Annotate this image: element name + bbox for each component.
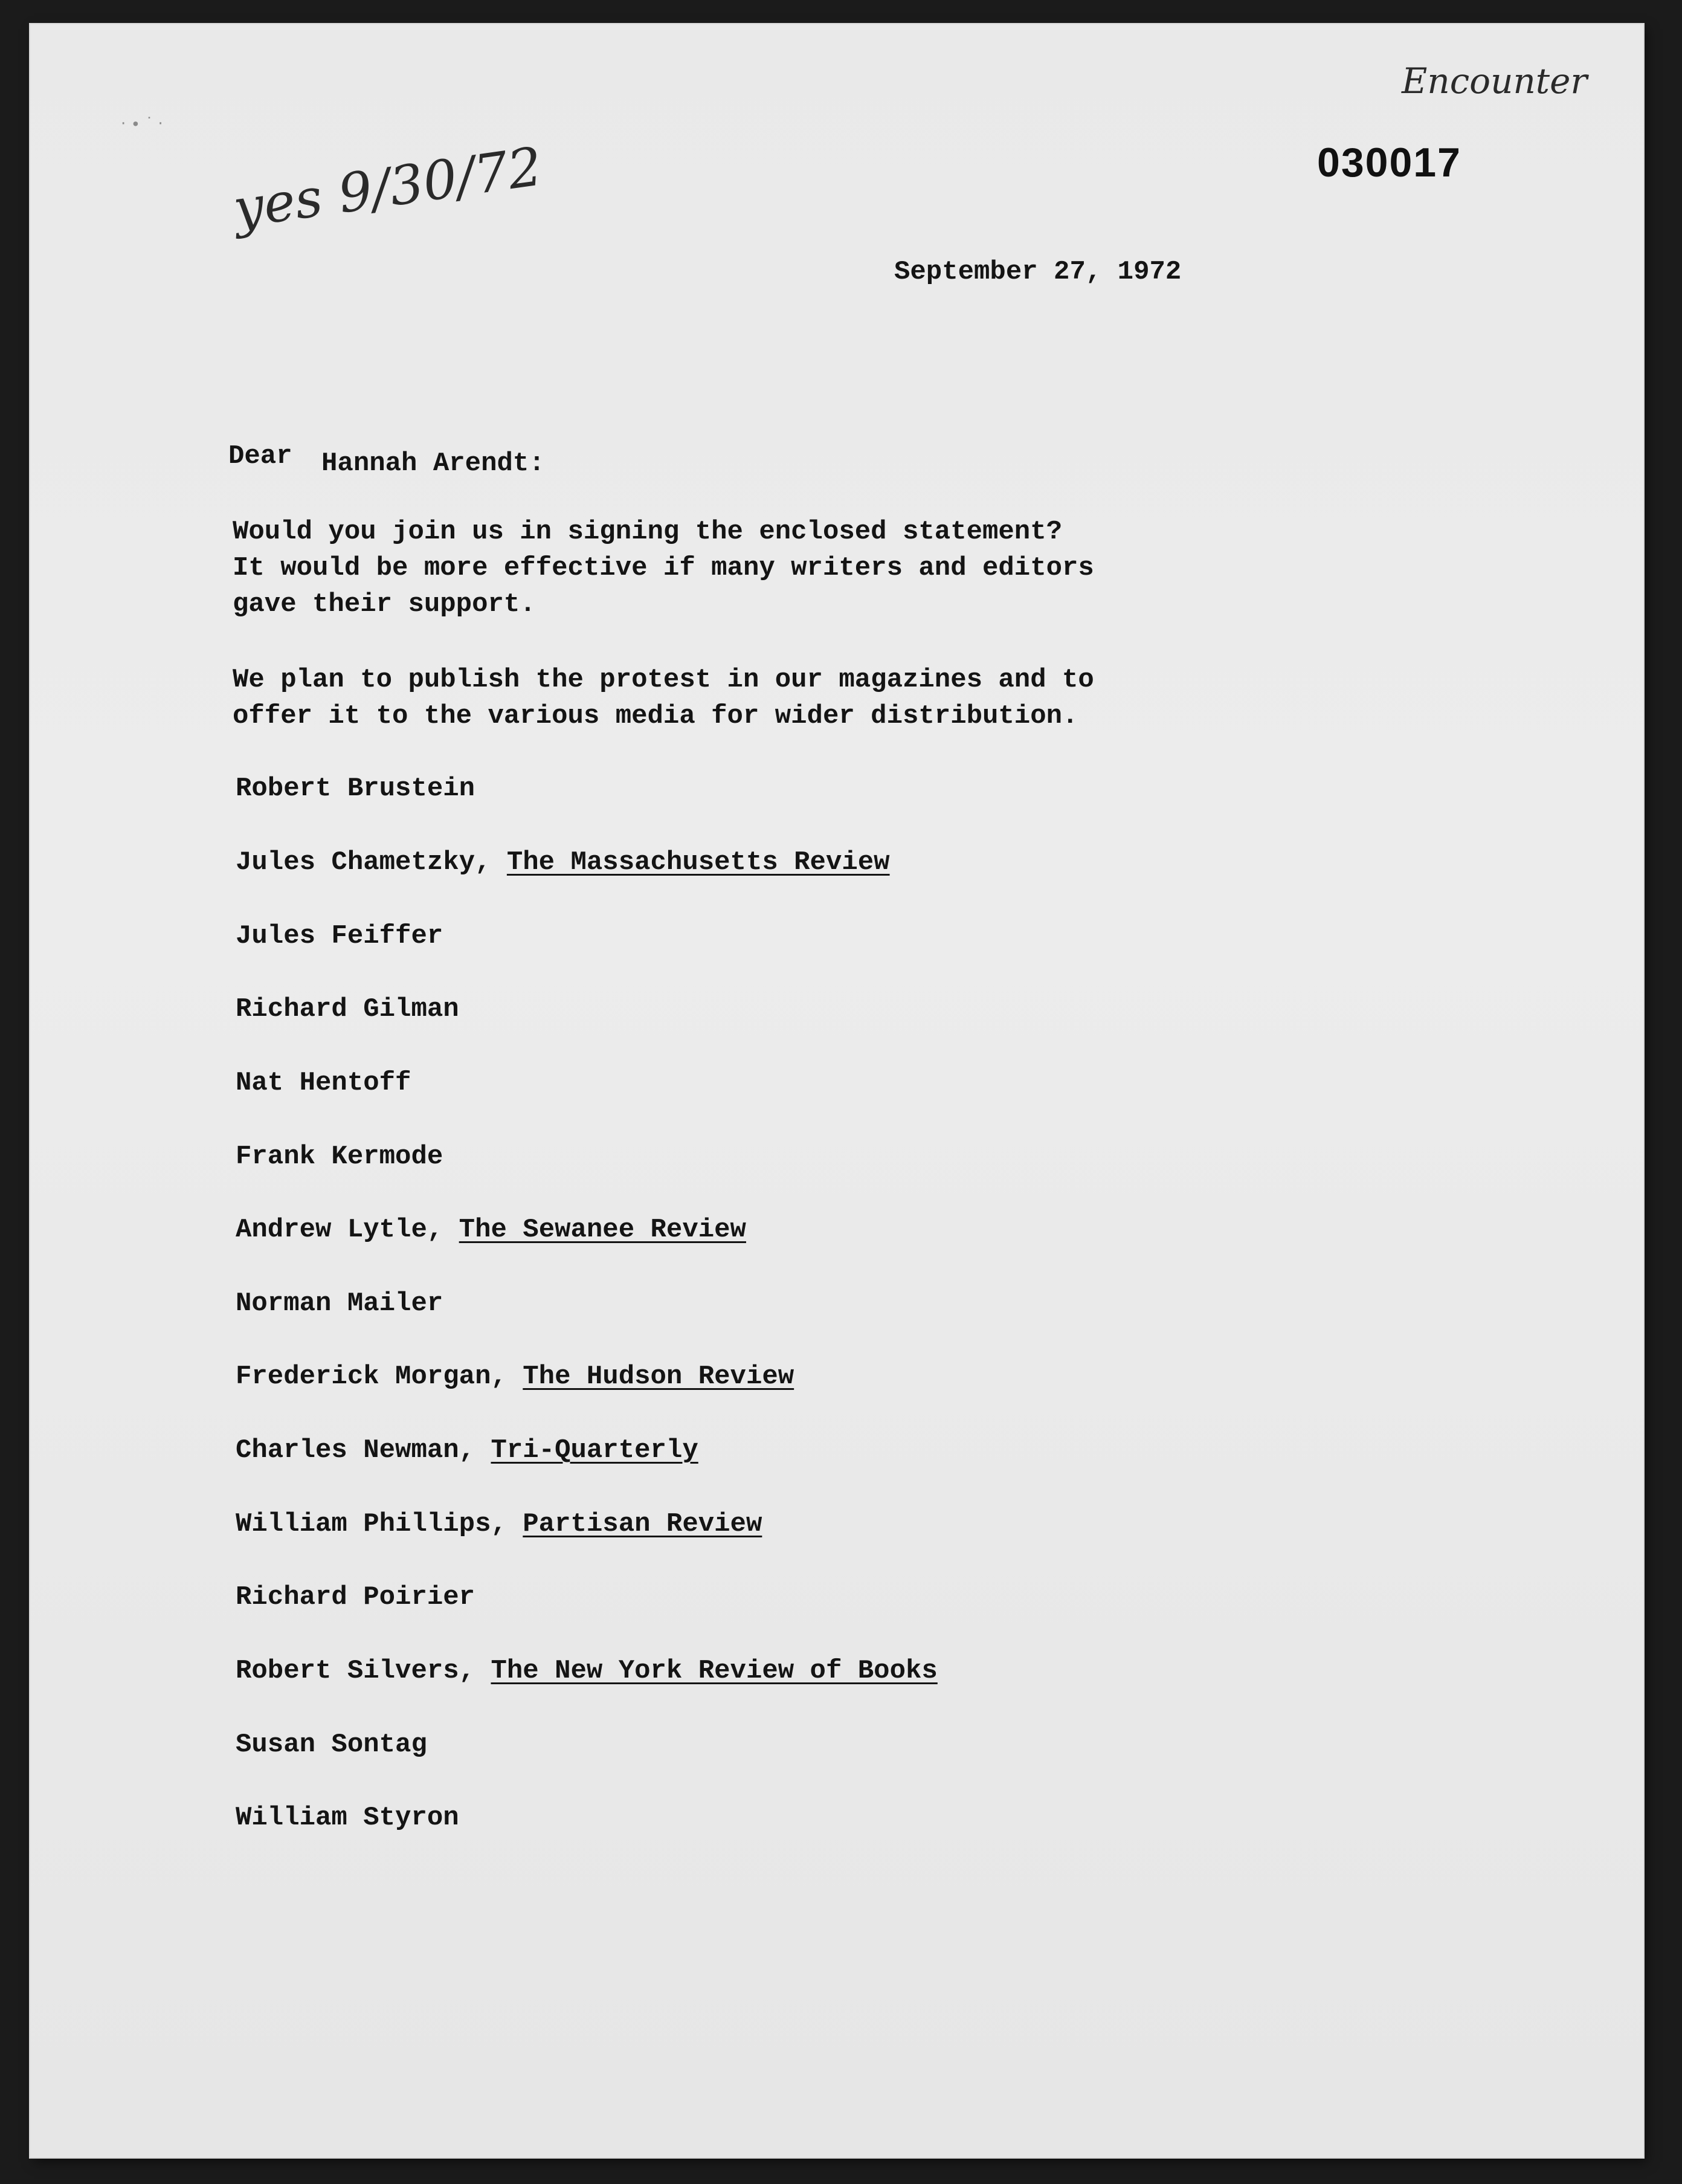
paragraph-2-line: We plan to publish the protest in our magazines and to: [233, 665, 1094, 695]
publication-title: Tri-Quarterly: [491, 1435, 698, 1465]
signatory-line: [236, 1435, 698, 1465]
signatory-line: [236, 994, 459, 1024]
signatory-name: William Phillips,: [236, 1509, 523, 1539]
signatory-line: [236, 1215, 746, 1245]
handwritten-date: yes 9/30/72: [230, 135, 546, 240]
publication-title: The Massachusetts Review: [506, 847, 890, 877]
signatory-name: Richard Gilman: [236, 994, 459, 1024]
letter-date: September 27, 1972: [894, 257, 1182, 287]
handwritten-note-top-right: Encounter: [1402, 60, 1588, 102]
document-number: 030017: [1317, 140, 1461, 186]
signatory-name: Susan Sontag: [236, 1730, 427, 1760]
signatory-name: William Styron: [236, 1803, 459, 1833]
recipient-name: Hannah Arendt:: [321, 448, 545, 479]
signatory-line: [236, 1582, 475, 1612]
signatory-line: [236, 921, 443, 951]
signatory-name: Richard Poirier: [236, 1582, 475, 1612]
signatory-name: Frederick Morgan,: [236, 1362, 523, 1392]
signatory-line: [236, 1730, 427, 1760]
signatory-name: Andrew Lytle,: [236, 1215, 459, 1245]
signatory-line: [236, 1288, 443, 1319]
paragraph-2-line: offer it to the various media for wider distribution.: [233, 701, 1078, 731]
document-page: [30, 24, 1643, 2157]
signatory-line: [236, 1142, 443, 1172]
signatory-line: [236, 1656, 938, 1686]
paragraph-1: [233, 514, 1094, 622]
publication-title: The Sewanee Review: [459, 1215, 746, 1245]
signatory-line: [236, 1509, 762, 1539]
signatory-line: [236, 1803, 459, 1833]
signatory-line: [236, 1362, 794, 1392]
signatory-line: [236, 847, 890, 877]
salutation: [228, 441, 545, 479]
paragraph-1-line: Would you join us in signing the enclosed statement?: [233, 517, 1063, 547]
publication-title: Partisan Review: [523, 1509, 762, 1539]
signatory-name: Robert Silvers,: [236, 1656, 491, 1686]
signatory-line: [236, 774, 475, 804]
page-smudge: ·∙˙·: [121, 115, 168, 133]
signatory-name: Nat Hentoff: [236, 1068, 411, 1098]
signatory-name: Frank Kermode: [236, 1142, 443, 1172]
signatory-name: Robert Brustein: [236, 774, 475, 804]
publication-title: The New York Review of Books: [491, 1656, 938, 1686]
signatory-name: Norman Mailer: [236, 1288, 443, 1319]
salutation-word: Dear: [228, 441, 292, 471]
signatory-name: Jules Feiffer: [236, 921, 443, 951]
paragraph-1-line: gave their support.: [233, 589, 536, 619]
signatory-name: Charles Newman,: [236, 1435, 491, 1465]
paragraph-2: [233, 662, 1094, 734]
publication-title: The Hudson Review: [523, 1362, 794, 1392]
signatory-name: Jules Chametzky,: [236, 847, 507, 877]
signatory-line: [236, 1068, 411, 1098]
paragraph-1-line: It would be more effective if many writers and editors: [233, 553, 1094, 583]
